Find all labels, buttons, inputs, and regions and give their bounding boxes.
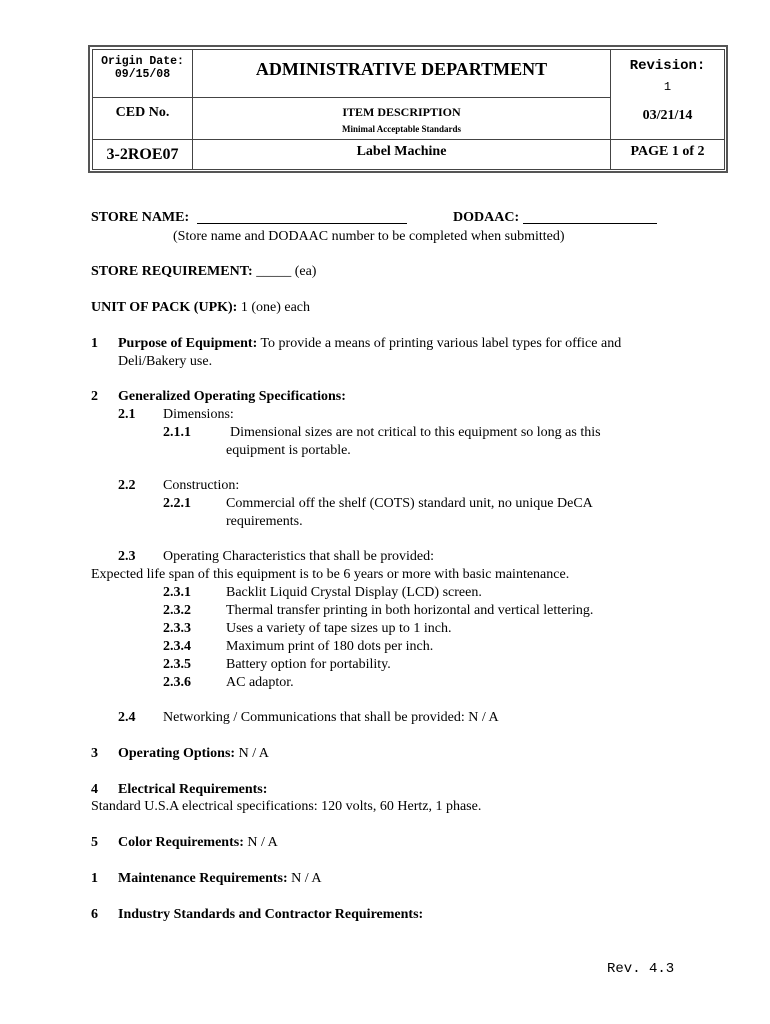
section-5-number: 5 [91, 835, 98, 850]
store-requirement-label: STORE REQUIREMENT: [91, 264, 253, 279]
section-2-1-1-text: Dimensional sizes are not critical to this equipment so long as this [230, 425, 601, 440]
section-2-4-number: 2.4 [118, 710, 136, 725]
section-3-label: Operating Options: [118, 746, 236, 761]
section-2-2-1-text: Commercial off the shelf (COTS) standard unit, no unique DeCA [226, 496, 593, 511]
section-3-number: 3 [91, 746, 98, 761]
maintenance-label: Maintenance Requirements: [118, 871, 288, 886]
section-1-number: 1 [91, 336, 98, 351]
origin-date-cell [93, 50, 193, 98]
list-item: Backlit Liquid Crystal Display (LCD) screen. [226, 585, 482, 600]
upk-label: UNIT OF PACK (UPK): [91, 300, 238, 315]
ced-label: CED No. [115, 105, 170, 120]
section-5-color [118, 834, 278, 852]
maintenance-requirements [118, 870, 322, 888]
list-item-number: 2.3.4 [163, 639, 191, 654]
list-item-number: 2.3.2 [163, 603, 191, 618]
section-2-1-label: Dimensions: [163, 407, 234, 422]
section-1-label: Purpose of Equipment: [118, 336, 258, 351]
store-requirement-value: _____ (ea) [256, 264, 317, 279]
department-cell [193, 50, 611, 98]
section-4-number: 4 [91, 782, 98, 797]
dodaac-label: DODAAC: [453, 210, 520, 225]
maintenance-value: N / A [291, 871, 322, 886]
store-requirement [91, 263, 316, 281]
section-5-value: N / A [247, 835, 278, 850]
section-2-1-1-text-cont: equipment is portable. [226, 443, 351, 458]
header-table [88, 45, 728, 173]
upk-value: 1 (one) each [240, 300, 311, 315]
dodaac-field[interactable] [523, 209, 657, 230]
item-name-cell [193, 140, 611, 170]
section-2-2-1-number: 2.2.1 [163, 496, 191, 511]
unit-of-pack [91, 299, 310, 317]
ced-number: 3-2ROE07 [106, 146, 179, 163]
section-6-label: Industry Standards and Contractor Requirements: [118, 907, 424, 922]
list-item: Uses a variety of tape sizes up to 1 inch. [226, 621, 452, 636]
section-2-2-number: 2.2 [118, 478, 136, 493]
list-item: Thermal transfer printing in both horizontal and vertical lettering. [226, 603, 594, 618]
section-2-1-1-number: 2.1.1 [163, 425, 191, 440]
list-item: Battery option for portability. [226, 657, 391, 672]
maintenance-number: 1 [91, 871, 98, 886]
section-5-label: Color Requirements: [118, 835, 244, 850]
store-note: (Store name and DODAAC number to be completed when submitted) [173, 229, 565, 244]
page-number: PAGE 1 of 2 [630, 144, 705, 159]
list-item-number: 2.3.6 [163, 675, 191, 690]
department-title: ADMINISTRATIVE DEPARTMENT [255, 59, 548, 79]
section-2-1-number: 2.1 [118, 407, 136, 422]
section-2-3-label: Operating Characteristics that shall be provided: [163, 549, 434, 564]
section-1-text: To provide a means of printing various label types for office and [260, 336, 622, 351]
footer-revision: Rev. 4.3 [607, 961, 675, 977]
item-name: Label Machine [356, 144, 447, 159]
ced-label-cell [93, 98, 193, 140]
revision-number: 1 [663, 80, 672, 94]
ced-number-cell [93, 140, 193, 170]
revision-cell [611, 50, 725, 140]
list-item-number: 2.3.3 [163, 621, 191, 636]
store-name-label: STORE NAME: [91, 210, 190, 225]
list-item: Maximum print of 180 dots per inch. [226, 639, 434, 654]
section-4-text: Standard U.S.A electrical specifications: 120 volts, 60 Hertz, 1 phase. [91, 799, 482, 814]
section-2-3-lifespan: Expected life span of this equipment is to be 6 years or more with basic maintenance. [91, 567, 570, 582]
page-number-cell [611, 140, 725, 170]
section-6-number: 6 [91, 907, 98, 922]
revision-date: 03/21/14 [642, 108, 693, 123]
list-item-number: 2.3.1 [163, 585, 191, 600]
section-2-4-text: Networking / Communications that shall be provided: N / A [163, 710, 499, 725]
revision-label: Revision: [629, 58, 706, 74]
section-2-number: 2 [91, 389, 98, 404]
store-name-field[interactable] [197, 209, 407, 230]
section-1-text-cont: Deli/Bakery use. [118, 354, 213, 369]
section-3-operating-options [118, 745, 269, 763]
section-2-label: Generalized Operating Specifications: [118, 389, 346, 404]
item-description-cell [193, 98, 611, 140]
origin-date: 09/15/08 [114, 68, 171, 81]
origin-date-label: Origin Date: [101, 55, 184, 68]
list-item-number: 2.3.5 [163, 657, 191, 672]
section-1-purpose [118, 335, 621, 353]
minimal-standards: Minimal Acceptable Standards [341, 124, 461, 134]
list-item: AC adaptor. [226, 675, 294, 690]
section-4-label: Electrical Requirements: [118, 782, 268, 797]
item-description-title: ITEM DESCRIPTION [342, 105, 461, 119]
section-2-2-label: Construction: [163, 478, 240, 493]
section-2-2-1-text-cont: requirements. [226, 514, 303, 529]
section-2-3-number: 2.3 [118, 549, 136, 564]
section-3-value: N / A [238, 746, 269, 761]
